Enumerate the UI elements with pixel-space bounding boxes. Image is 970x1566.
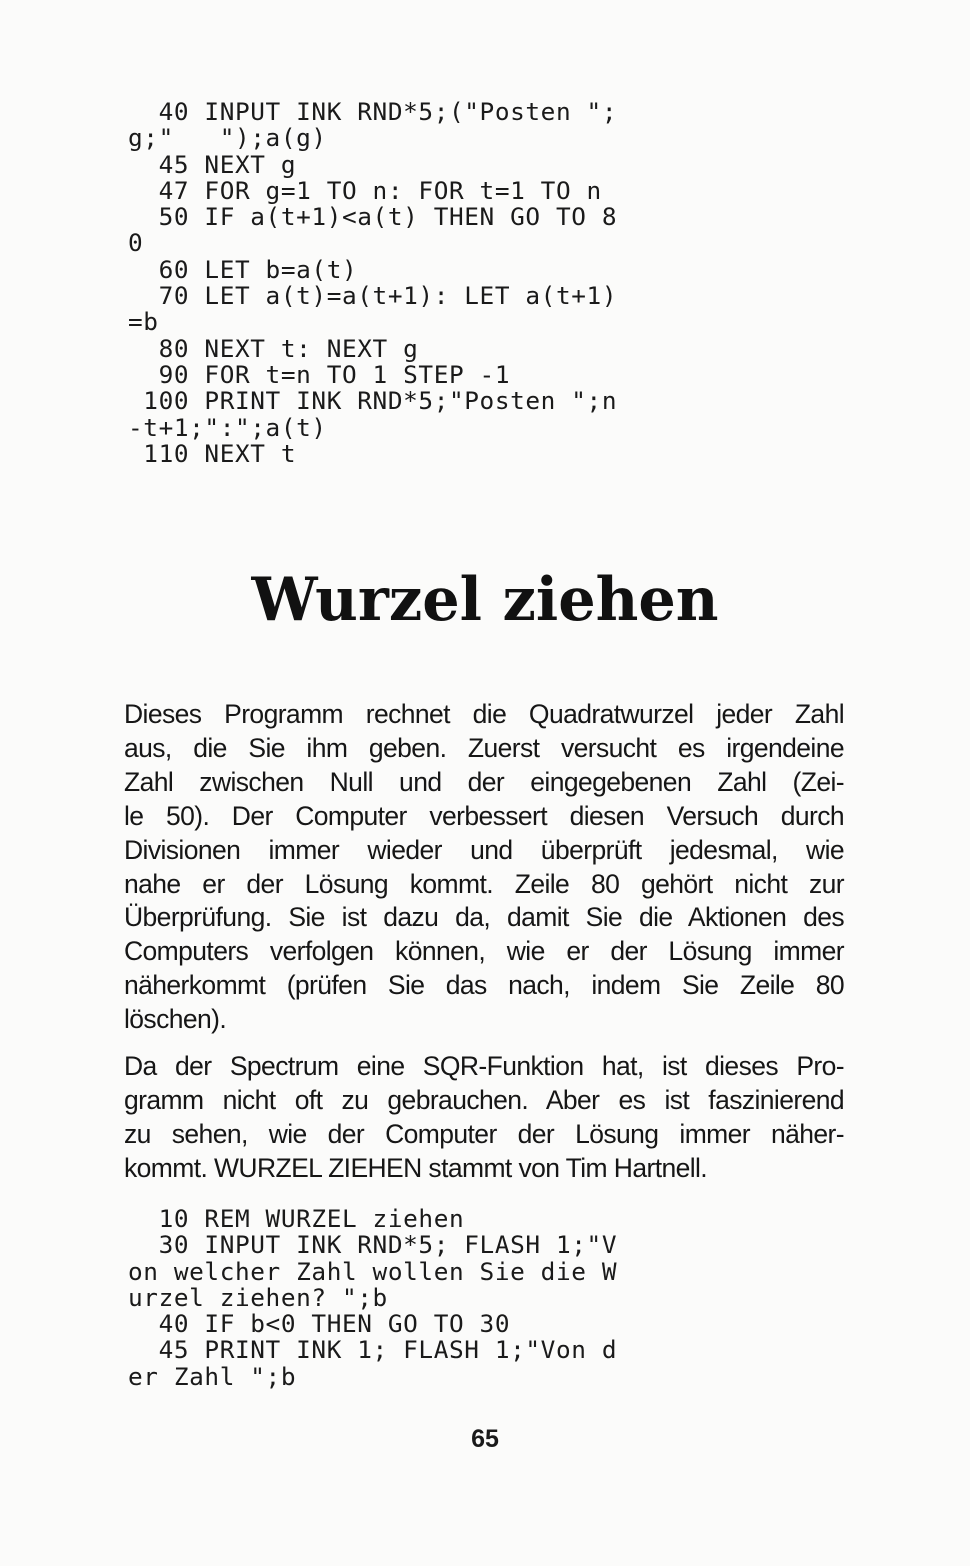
text-line: löschen). [124, 1004, 227, 1035]
code-line: 10 REM WURZEL ziehen [128, 1204, 465, 1233]
code-line: er Zahl ";b [128, 1361, 297, 1391]
code-line: 47 FOR g=1 TO n: FOR t=1 TO n [128, 175, 602, 205]
text-line: Zahl zwischen Null und der eingegebenen Zahl (Zei- [124, 766, 844, 797]
code-line: =b [128, 307, 159, 337]
text-line: kommt. WURZEL ZIEHEN stammt von Tim Hartnell. [124, 1152, 708, 1183]
code-line: -t+1;":";a(t) [128, 412, 327, 442]
code-line: g;" ");a(g) [128, 123, 327, 153]
code-line: 70 LET a(t)=a(t+1): LET a(t+1) [128, 281, 618, 311]
code-line: 40 INPUT INK RND*5;("Posten "; [128, 97, 618, 126]
text-line: gramm nicht oft zu gebrauchen. Aber es ist faszinierend [124, 1084, 844, 1115]
page-number: 65 [471, 1425, 499, 1453]
text-line: Divisionen immer wieder und überprüft jedesmal, wie [124, 834, 844, 865]
code-line: on welcher Zahl wollen Sie die W [128, 1256, 618, 1286]
text-line: le 50). Der Computer verbessert diesen Versuch durch [124, 800, 844, 831]
section-title: Wurzel ziehen [251, 565, 719, 635]
code-line: 80 NEXT t: NEXT g [128, 333, 419, 363]
text-line: zu sehen, wie der Computer der Lösung immer näher- [124, 1118, 844, 1149]
code-line: 100 PRINT INK RND*5;"Posten ";n [128, 386, 618, 416]
text-line: aus, die Sie ihm geben. Zuerst versucht es irgendeine [124, 732, 844, 763]
paragraph-spectrum [124, 1050, 844, 1186]
text-line: Computers verfolgen können, wie er der Lösung immer [124, 936, 844, 967]
code-line: urzel ziehen? ";b [128, 1282, 388, 1312]
code-listing-top [128, 99, 617, 467]
text-line: näherkommt (prüfen Sie das nach, indem Sie Zeile 80 [124, 970, 844, 1001]
code-line: 90 FOR t=n TO 1 STEP -1 [128, 359, 511, 389]
code-line: 40 IF b<0 THEN GO TO 30 [128, 1309, 511, 1339]
code-line: 0 [128, 228, 144, 258]
text-line: Da der Spectrum eine SQR-Funktion hat, ist dieses Pro- [124, 1051, 844, 1081]
paragraph-intro [124, 698, 844, 1037]
code-line: 110 NEXT t [128, 438, 297, 468]
code-line: 30 INPUT INK RND*5; FLASH 1;"V [128, 1230, 618, 1260]
text-line: Dieses Programm rechnet die Quadratwurzel jeder Zahl [124, 699, 844, 729]
code-line: 50 IF a(t+1)<a(t) THEN GO TO 8 [128, 202, 618, 232]
code-line: 45 PRINT INK 1; FLASH 1;"Von d [128, 1335, 618, 1365]
code-line: 60 LET b=a(t) [128, 254, 358, 284]
text-line: Überprüfung. Sie ist dazu da, damit Sie die Aktionen des [124, 902, 844, 933]
code-line: 45 NEXT g [128, 149, 297, 179]
text-line: nahe er der Lösung kommt. Zeile 80 gehört nicht zur [124, 868, 844, 899]
code-listing-bottom [128, 1206, 617, 1390]
